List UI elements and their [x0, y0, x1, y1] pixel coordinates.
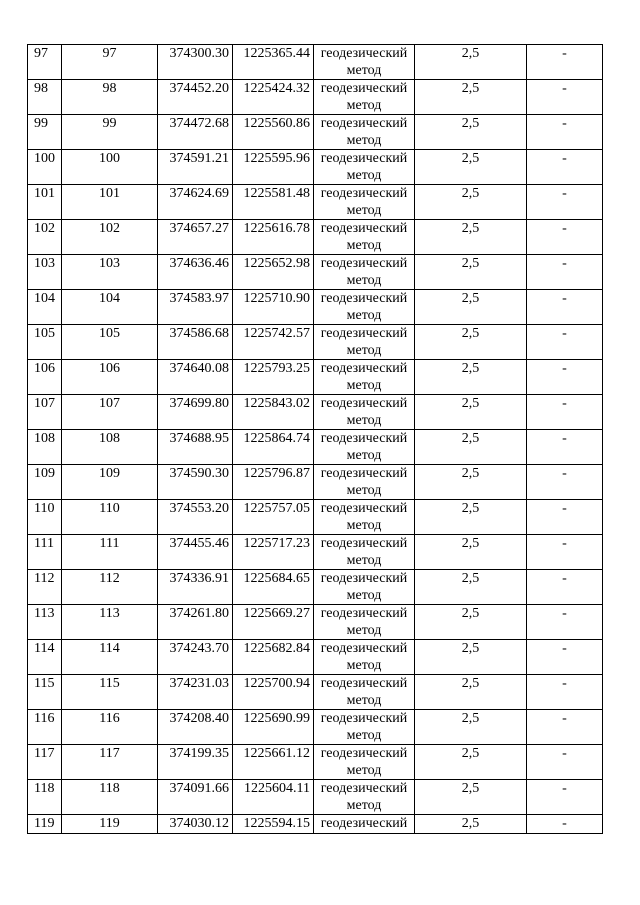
table-row: [28, 780, 603, 815]
x-coordinate-cell: 374243.70: [158, 640, 233, 675]
accuracy-cell: 2,5: [415, 360, 527, 395]
method-cell: геодезический метод: [314, 360, 415, 395]
y-coordinate-cell: 1225690.99: [233, 710, 314, 745]
method-cell: геодезический: [314, 815, 415, 834]
method-cell: геодезический метод: [314, 220, 415, 255]
point-id-cell: 108: [62, 430, 158, 465]
method-cell: геодезический метод: [314, 115, 415, 150]
accuracy-cell: 2,5: [415, 220, 527, 255]
note-cell: -: [527, 640, 603, 675]
row-number-cell: 115: [28, 675, 62, 710]
row-number-cell: 119: [28, 815, 62, 834]
table-row: [28, 605, 603, 640]
row-number-cell: 117: [28, 745, 62, 780]
point-id-cell: 107: [62, 395, 158, 430]
note-cell: -: [527, 360, 603, 395]
x-coordinate-cell: 374590.30: [158, 465, 233, 500]
note-cell: -: [527, 80, 603, 115]
method-cell: геодезический метод: [314, 255, 415, 290]
table-row: [28, 360, 603, 395]
table-row: [28, 815, 603, 834]
point-id-cell: 116: [62, 710, 158, 745]
row-number-cell: 100: [28, 150, 62, 185]
row-number-cell: 114: [28, 640, 62, 675]
accuracy-cell: 2,5: [415, 80, 527, 115]
table-row: [28, 640, 603, 675]
method-cell: геодезический метод: [314, 500, 415, 535]
accuracy-cell: 2,5: [415, 255, 527, 290]
row-number-cell: 106: [28, 360, 62, 395]
note-cell: -: [527, 220, 603, 255]
table-row: [28, 745, 603, 780]
table-row: [28, 710, 603, 745]
y-coordinate-cell: 1225594.15: [233, 815, 314, 834]
coordinates-table: [27, 44, 603, 834]
table-row: [28, 465, 603, 500]
note-cell: -: [527, 535, 603, 570]
note-cell: -: [527, 815, 603, 834]
x-coordinate-cell: 374591.21: [158, 150, 233, 185]
point-id-cell: 106: [62, 360, 158, 395]
note-cell: -: [527, 395, 603, 430]
accuracy-cell: 2,5: [415, 535, 527, 570]
accuracy-cell: 2,5: [415, 605, 527, 640]
method-cell: геодезический метод: [314, 570, 415, 605]
note-cell: -: [527, 500, 603, 535]
point-id-cell: 102: [62, 220, 158, 255]
point-id-cell: 97: [62, 45, 158, 80]
y-coordinate-cell: 1225682.84: [233, 640, 314, 675]
accuracy-cell: 2,5: [415, 745, 527, 780]
point-id-cell: 109: [62, 465, 158, 500]
accuracy-cell: 2,5: [415, 780, 527, 815]
row-number-cell: 105: [28, 325, 62, 360]
point-id-cell: 101: [62, 185, 158, 220]
row-number-cell: 113: [28, 605, 62, 640]
x-coordinate-cell: 374030.12: [158, 815, 233, 834]
y-coordinate-cell: 1225684.65: [233, 570, 314, 605]
x-coordinate-cell: 374624.69: [158, 185, 233, 220]
table-row: [28, 570, 603, 605]
x-coordinate-cell: 374261.80: [158, 605, 233, 640]
x-coordinate-cell: 374300.30: [158, 45, 233, 80]
note-cell: -: [527, 115, 603, 150]
accuracy-cell: 2,5: [415, 640, 527, 675]
method-cell: геодезический метод: [314, 185, 415, 220]
y-coordinate-cell: 1225661.12: [233, 745, 314, 780]
y-coordinate-cell: 1225604.11: [233, 780, 314, 815]
method-cell: геодезический метод: [314, 710, 415, 745]
y-coordinate-cell: 1225717.23: [233, 535, 314, 570]
row-number-cell: 107: [28, 395, 62, 430]
method-cell: геодезический метод: [314, 605, 415, 640]
accuracy-cell: 2,5: [415, 395, 527, 430]
x-coordinate-cell: 374636.46: [158, 255, 233, 290]
x-coordinate-cell: 374553.20: [158, 500, 233, 535]
row-number-cell: 98: [28, 80, 62, 115]
point-id-cell: 105: [62, 325, 158, 360]
row-number-cell: 110: [28, 500, 62, 535]
note-cell: -: [527, 570, 603, 605]
y-coordinate-cell: 1225843.02: [233, 395, 314, 430]
method-cell: геодезический метод: [314, 535, 415, 570]
x-coordinate-cell: 374452.20: [158, 80, 233, 115]
row-number-cell: 99: [28, 115, 62, 150]
table-row: [28, 535, 603, 570]
y-coordinate-cell: 1225581.48: [233, 185, 314, 220]
point-id-cell: 100: [62, 150, 158, 185]
x-coordinate-cell: 374657.27: [158, 220, 233, 255]
x-coordinate-cell: 374699.80: [158, 395, 233, 430]
method-cell: геодезический метод: [314, 780, 415, 815]
accuracy-cell: 2,5: [415, 290, 527, 325]
y-coordinate-cell: 1225365.44: [233, 45, 314, 80]
method-cell: геодезический метод: [314, 675, 415, 710]
y-coordinate-cell: 1225796.87: [233, 465, 314, 500]
method-cell: геодезический метод: [314, 745, 415, 780]
y-coordinate-cell: 1225864.74: [233, 430, 314, 465]
x-coordinate-cell: 374688.95: [158, 430, 233, 465]
point-id-cell: 112: [62, 570, 158, 605]
row-number-cell: 116: [28, 710, 62, 745]
note-cell: -: [527, 45, 603, 80]
accuracy-cell: 2,5: [415, 150, 527, 185]
note-cell: -: [527, 185, 603, 220]
note-cell: -: [527, 430, 603, 465]
y-coordinate-cell: 1225560.86: [233, 115, 314, 150]
accuracy-cell: 2,5: [415, 185, 527, 220]
table-row: [28, 45, 603, 80]
x-coordinate-cell: 374640.08: [158, 360, 233, 395]
x-coordinate-cell: 374472.68: [158, 115, 233, 150]
row-number-cell: 97: [28, 45, 62, 80]
accuracy-cell: 2,5: [415, 675, 527, 710]
table-row: [28, 290, 603, 325]
point-id-cell: 118: [62, 780, 158, 815]
note-cell: -: [527, 710, 603, 745]
x-coordinate-cell: 374091.66: [158, 780, 233, 815]
table-row: [28, 500, 603, 535]
accuracy-cell: 2,5: [415, 710, 527, 745]
row-number-cell: 111: [28, 535, 62, 570]
point-id-cell: 117: [62, 745, 158, 780]
note-cell: -: [527, 745, 603, 780]
method-cell: геодезический метод: [314, 640, 415, 675]
note-cell: -: [527, 675, 603, 710]
method-cell: геодезический метод: [314, 150, 415, 185]
note-cell: -: [527, 290, 603, 325]
point-id-cell: 111: [62, 535, 158, 570]
point-id-cell: 103: [62, 255, 158, 290]
point-id-cell: 113: [62, 605, 158, 640]
accuracy-cell: 2,5: [415, 465, 527, 500]
y-coordinate-cell: 1225595.96: [233, 150, 314, 185]
note-cell: -: [527, 150, 603, 185]
note-cell: -: [527, 255, 603, 290]
method-cell: геодезический метод: [314, 465, 415, 500]
accuracy-cell: 2,5: [415, 570, 527, 605]
method-cell: геодезический метод: [314, 395, 415, 430]
accuracy-cell: 2,5: [415, 500, 527, 535]
method-cell: геодезический метод: [314, 290, 415, 325]
row-number-cell: 108: [28, 430, 62, 465]
y-coordinate-cell: 1225669.27: [233, 605, 314, 640]
row-number-cell: 101: [28, 185, 62, 220]
point-id-cell: 115: [62, 675, 158, 710]
table-row: [28, 185, 603, 220]
y-coordinate-cell: 1225700.94: [233, 675, 314, 710]
row-number-cell: 109: [28, 465, 62, 500]
point-id-cell: 98: [62, 80, 158, 115]
row-number-cell: 102: [28, 220, 62, 255]
point-id-cell: 110: [62, 500, 158, 535]
table-row: [28, 220, 603, 255]
point-id-cell: 104: [62, 290, 158, 325]
note-cell: -: [527, 465, 603, 500]
y-coordinate-cell: 1225710.90: [233, 290, 314, 325]
note-cell: -: [527, 780, 603, 815]
row-number-cell: 112: [28, 570, 62, 605]
accuracy-cell: 2,5: [415, 815, 527, 834]
table-row: [28, 255, 603, 290]
table-row: [28, 675, 603, 710]
note-cell: -: [527, 325, 603, 360]
accuracy-cell: 2,5: [415, 430, 527, 465]
y-coordinate-cell: 1225793.25: [233, 360, 314, 395]
x-coordinate-cell: 374231.03: [158, 675, 233, 710]
coordinates-table-body: [28, 45, 603, 834]
x-coordinate-cell: 374336.91: [158, 570, 233, 605]
accuracy-cell: 2,5: [415, 45, 527, 80]
table-row: [28, 115, 603, 150]
method-cell: геодезический метод: [314, 430, 415, 465]
point-id-cell: 99: [62, 115, 158, 150]
y-coordinate-cell: 1225616.78: [233, 220, 314, 255]
note-cell: -: [527, 605, 603, 640]
point-id-cell: 114: [62, 640, 158, 675]
accuracy-cell: 2,5: [415, 115, 527, 150]
table-row: [28, 80, 603, 115]
method-cell: геодезический метод: [314, 45, 415, 80]
row-number-cell: 118: [28, 780, 62, 815]
table-row: [28, 430, 603, 465]
x-coordinate-cell: 374455.46: [158, 535, 233, 570]
row-number-cell: 104: [28, 290, 62, 325]
point-id-cell: 119: [62, 815, 158, 834]
x-coordinate-cell: 374586.68: [158, 325, 233, 360]
table-row: [28, 150, 603, 185]
y-coordinate-cell: 1225424.32: [233, 80, 314, 115]
method-cell: геодезический метод: [314, 325, 415, 360]
y-coordinate-cell: 1225742.57: [233, 325, 314, 360]
row-number-cell: 103: [28, 255, 62, 290]
method-cell: геодезический метод: [314, 80, 415, 115]
x-coordinate-cell: 374583.97: [158, 290, 233, 325]
accuracy-cell: 2,5: [415, 325, 527, 360]
y-coordinate-cell: 1225652.98: [233, 255, 314, 290]
table-row: [28, 325, 603, 360]
y-coordinate-cell: 1225757.05: [233, 500, 314, 535]
x-coordinate-cell: 374199.35: [158, 745, 233, 780]
x-coordinate-cell: 374208.40: [158, 710, 233, 745]
table-row: [28, 395, 603, 430]
